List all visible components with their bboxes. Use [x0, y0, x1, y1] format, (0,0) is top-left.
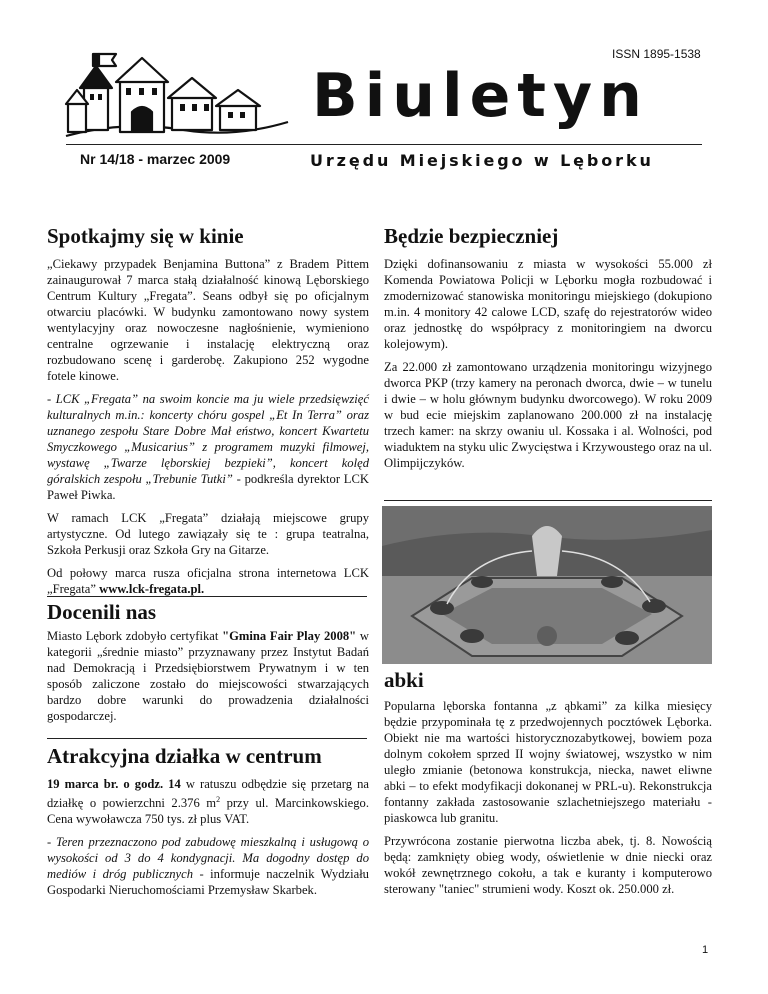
heading-dzialka: Atrakcyjna działka w centrum [47, 744, 322, 768]
kino-paragraph-1: „Ciekawy przypadek Benjamina Buttona” z Bradem Pittem zainaugurował 7 marca stałą działalność kinową Lęborskiego Centrum Kultury „Fregata”. Seans odbył się po oficjalnym otwarciu placówki. W budynku zamontowano nowy system wentylacyjny oraz nowoczesne nagłośnienie, wymieniono centralne ogrzewanie i instalację elektryczną oraz rozbudowano scenę i garderobę. Zakupiono 252 wygodne fotele kinowe. [47, 257, 369, 383]
dzialka-superscript: 2 [216, 795, 221, 804]
heading-kino: Spotkajmy się w kinie [47, 224, 244, 248]
article-kino [47, 224, 369, 604]
kino-website-link[interactable]: www.lck-fregata.pl. [99, 582, 205, 596]
divider-2 [47, 738, 367, 739]
heading-zabki: abki [384, 668, 424, 692]
header-divider [66, 144, 702, 145]
dzialka-quote: - Teren przeznaczono pod zabudowę mieszkalną i usługową o wysokości od 3 do 4 kondygnacji. Ma dogodny dostęp do mediów i dróg publicznych [47, 835, 369, 882]
heading-bezpieczniej: Będzie bezpieczniej [384, 224, 559, 248]
article-dzialka [47, 744, 369, 905]
divider-1 [47, 596, 367, 597]
article-bezpieczniej [384, 224, 712, 478]
town-logo-icon [64, 50, 290, 146]
issn-number: ISSN 1895-1538 [612, 47, 701, 61]
kino-paragraph-3: W ramach LCK „Fregata” działają miejscowe grupy artystyczne. Od lutego zawiązały się te : grupa teatralna, Szkoła Perkusji oraz Szkoła Gry na Gitarze. [47, 511, 369, 557]
zabki-paragraph-1: Popularna lęborska fontanna „z ąbkami” za kilka miesięcy będzie przypominała tę z przedwojennych pocztówek Lęborka. Obiekt nie ma wartości historycznozabytkowej, bowiem poza dolnym cokołem sprzed II wojny światowej, wszystko w nim uległo zmianie (betonowa konstrukcja, niecka, nawet eliwne abki – to efekt modyfikacji dokonanej w PRL-u). Rekonstrukcja fontanny zakłada zastosowanie szlachetniejszego materiału - piaskowca lub granitu. [384, 699, 712, 825]
dzialka-attribution: - informuje naczelnik Wydziału Gospodarki Nieruchomościami Przemysław Skarbek. [47, 867, 369, 898]
dzialka-paragraph-1 [47, 776, 369, 827]
page-number: 1 [702, 944, 709, 956]
issue-number: Nr 14/18 - marzec 2009 [80, 151, 231, 167]
bezpieczniej-paragraph-1: Dzięki dofinansowaniu z miasta w wysokości 55.000 zł Komenda Powiatowa Policji w Lęborku mogła rozbudować i zmodernizować stanowiska monitoringu miejskiego (dokupiono m.in. 4 monitory 42 calowe LCD, szafę do rejestratorów wideo oraz jednostkę do współpracy z monitoringiem na dworcu kolejowym). [384, 257, 712, 351]
article-zabki [384, 668, 712, 904]
divider-right [384, 500, 712, 501]
newsletter-subtitle: Urzędu Miejskiego w Lęborku [310, 151, 654, 170]
kino-website-text: Od połowy marca rusza oficjalna strona internetowa LCK „Fregata” [47, 566, 369, 596]
bezpieczniej-paragraph-2: Za 22.000 zł zamontowano urządzenia monitoringu wizyjnego dworca PKP (trzy kamery na peronach dworca, dwie – w tunelu i dwie – w holu głównym budynku dworcowego). W roku 2009 w bud ecie miejskim zaplanowano 200.000 zł na instalację trzech kamer: na skrzy owaniu ul. Kossaka i al. Wolności, pod wiaduktem na styku ulic Zwycięstwa i Krzywoustego oraz na ul. Olimpijczyków. [384, 360, 712, 470]
newsletter-title: Biuletyn [312, 61, 649, 131]
heading-docenili: Docenili nas [47, 600, 157, 624]
article-docenili [47, 600, 370, 731]
zabki-paragraph-2: Przywrócona zostanie pierwotna liczba abek, tj. 8. Nowością będą: zamknięty obieg wody, oświetlenie w dnie niecki oraz wokół zewnętrznego cokołu, a tak e kuranty i komputerowo sterowany "taniec" strumieni wody. Koszt ok. 250.000 zł. [384, 834, 712, 896]
docenili-text-a: Miasto Lębork zdobyło certyfikat [47, 629, 223, 643]
dzialka-text-a: w ratuszu odbędzie się przetarg na działkę o powierzchni 2.376 m [47, 777, 369, 811]
dzialka-date: 19 marca br. o godz. 14 [47, 777, 181, 791]
dzialka-paragraph-2 [47, 834, 369, 898]
docenili-text-b: w kategorii „średnie miasto” przyznawany przez Instytut Badań nad Demokracją i Przedsiębiorstwem Prywatnym i w ten sposób zaliczone zostało do miejscowości stwarzających bardzo dobre warunki do prowadzenia działalności gospodarczej. [47, 629, 370, 723]
kino-quote: - LCK „Fregata” na swoim koncie ma ju wiele przedsięwzięć kulturalnych m.in.: koncerty chóru gospel „Et In Terra” oraz uznanego zespołu Stare Dobre Mał eństwo, koncert Kwartetu Smyczkowego „Musicarius” z programem muzyki filmowej, wystawę „Twarze lęborskiej bezpieki”, koncert kolęd góralskich zespołu „Trebunie Tutki” [47, 392, 369, 486]
kino-paragraph-2 [47, 391, 369, 503]
docenili-paragraph [47, 628, 369, 724]
kino-quote-attribution: - podkreśla dyrektor LCK Paweł Piwka. [47, 472, 369, 502]
docenili-award-name: "Gmina Fair Play 2008" [222, 629, 357, 643]
fountain-photo [382, 506, 712, 664]
dzialka-text-b: przy ul. Marcinkowskiego. Cena wywoławcza 750 tys. zł plus VAT. [47, 796, 369, 827]
kino-paragraph-4 [47, 565, 369, 597]
